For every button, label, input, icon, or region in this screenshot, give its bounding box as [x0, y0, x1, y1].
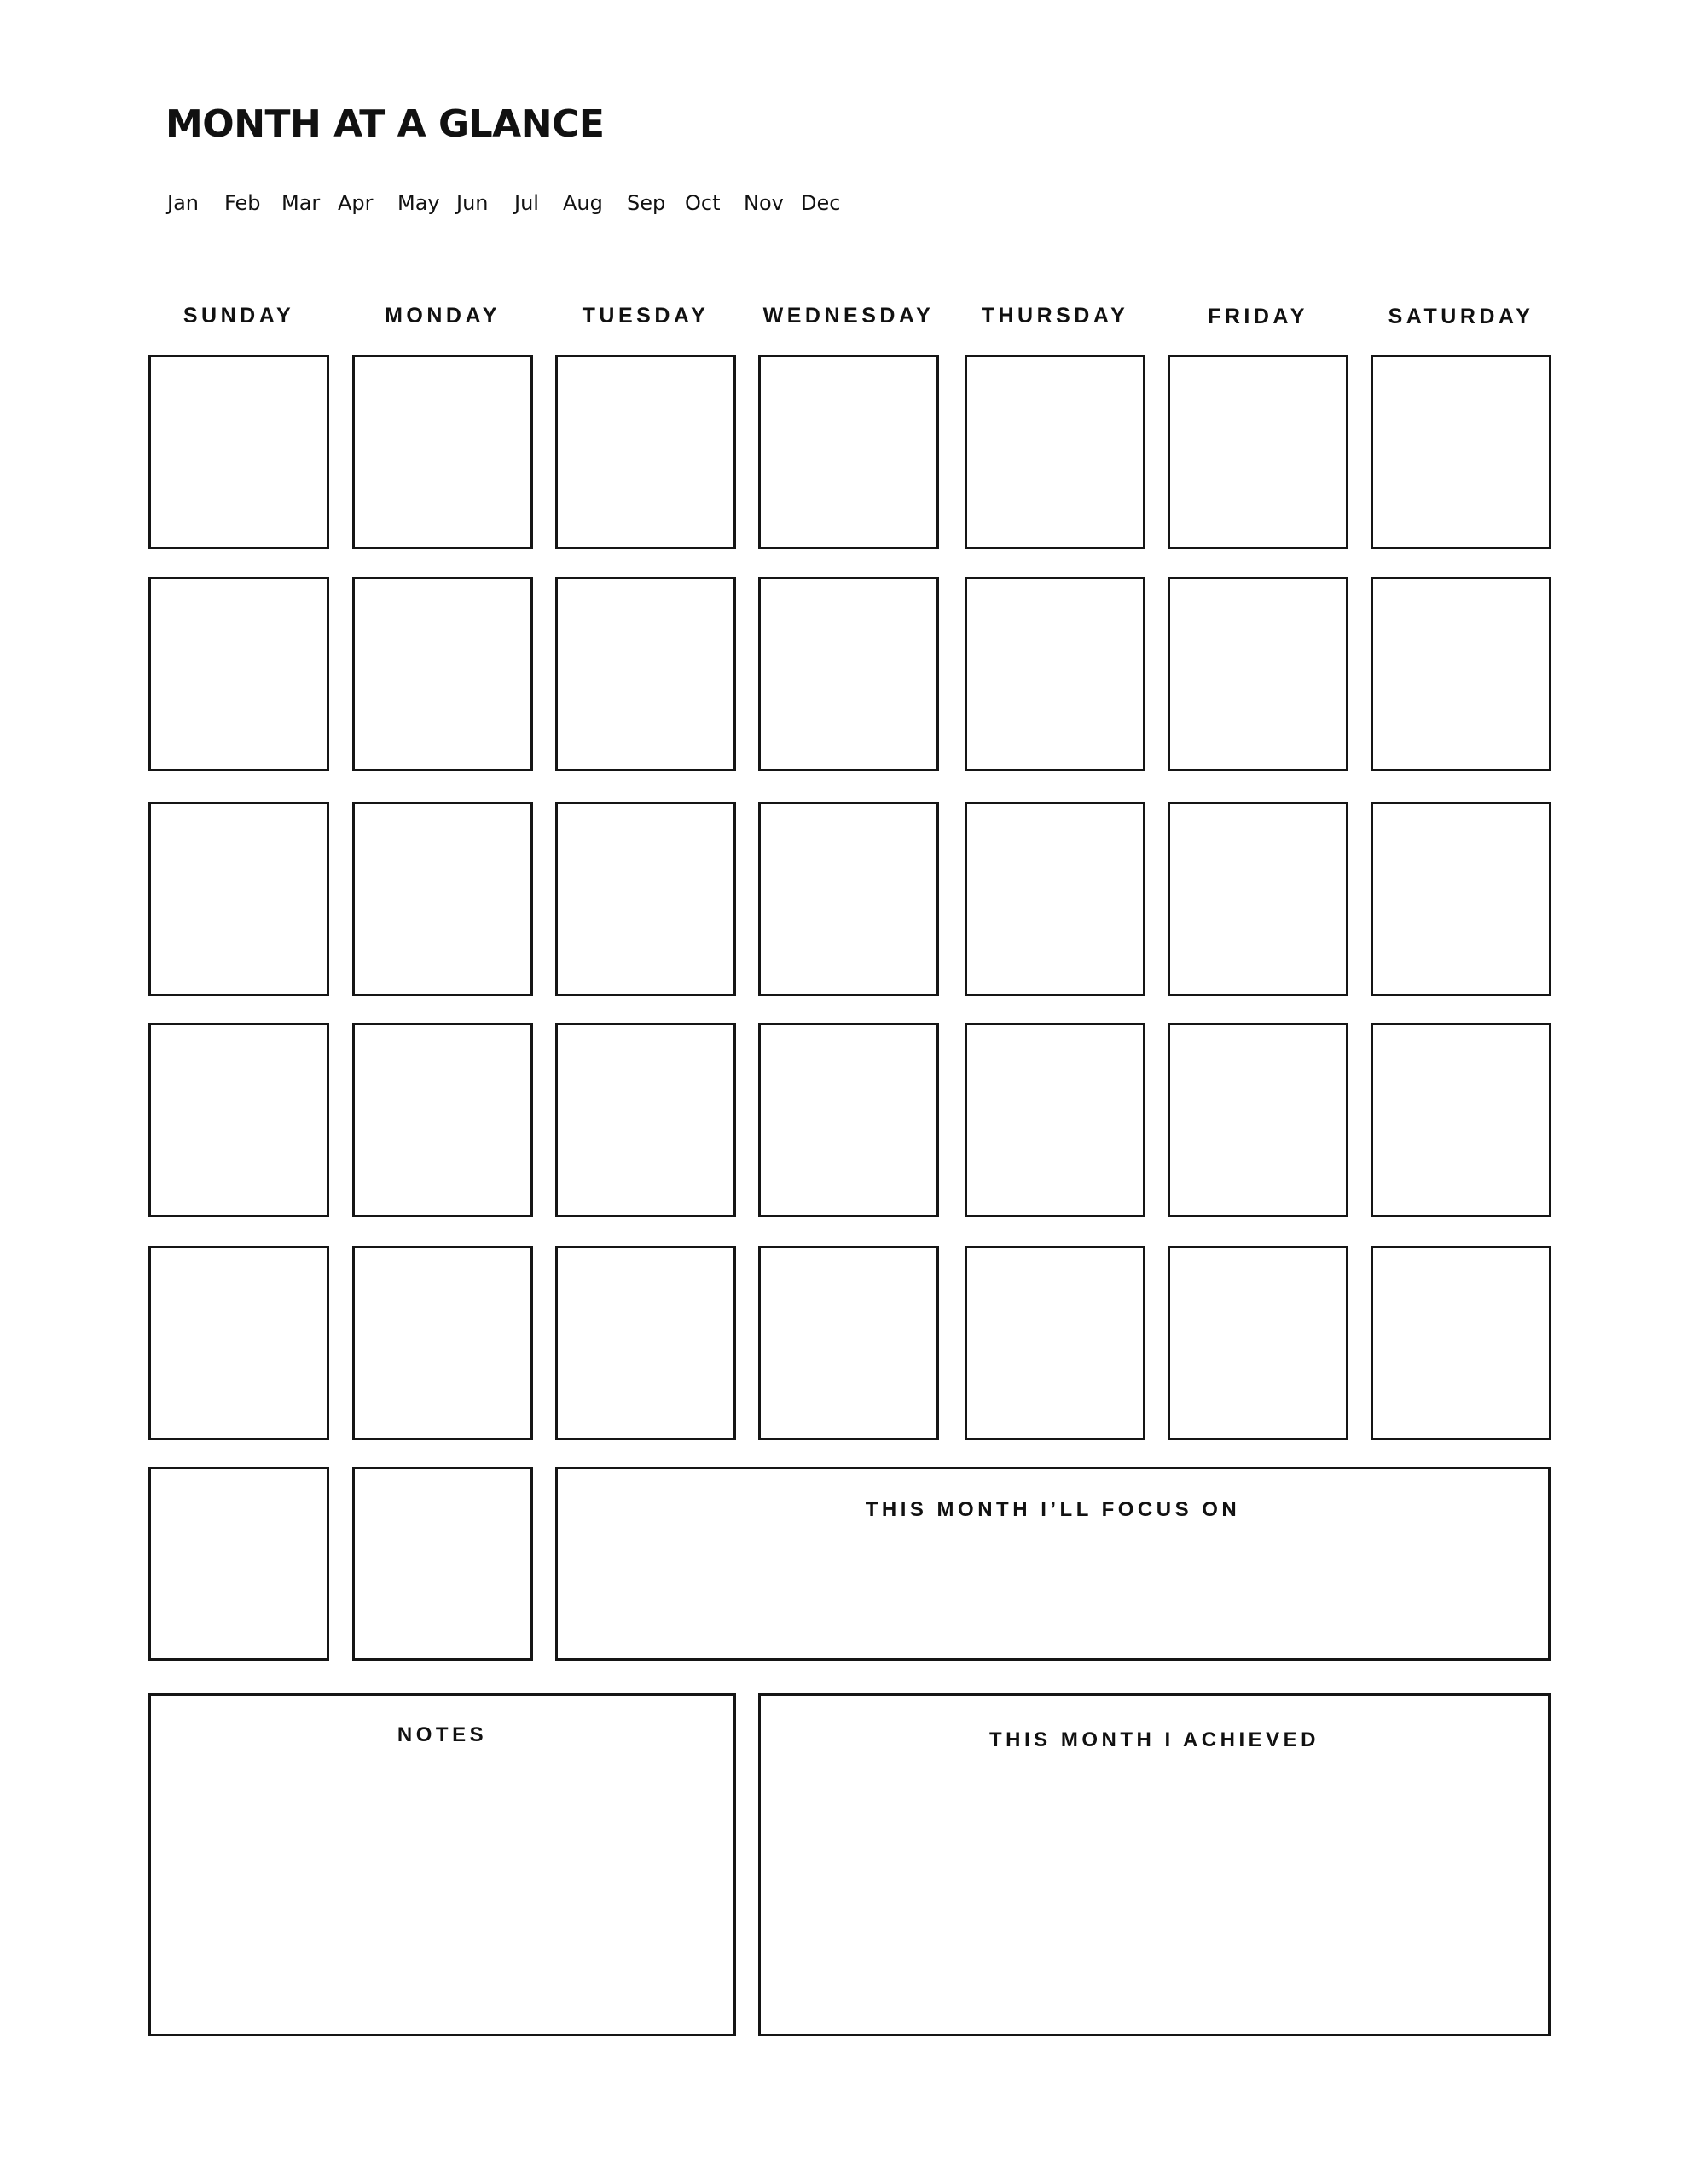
day-cell[interactable]	[555, 355, 736, 549]
day-cell[interactable]	[1168, 355, 1348, 549]
day-cell[interactable]	[148, 577, 329, 771]
day-cell[interactable]	[1371, 1023, 1551, 1217]
day-cell[interactable]	[1168, 1023, 1348, 1217]
day-cell[interactable]	[965, 1246, 1145, 1440]
day-cell[interactable]	[1168, 802, 1348, 996]
month-jul[interactable]: Jul	[514, 191, 539, 215]
weekday-wednesday: WEDNESDAY	[762, 304, 935, 328]
day-cell[interactable]	[758, 1023, 939, 1217]
achieved-panel[interactable]	[758, 1693, 1551, 2036]
month-sep[interactable]: Sep	[627, 191, 666, 215]
weekday-tuesday: TUESDAY	[582, 304, 710, 328]
month-oct[interactable]: Oct	[685, 191, 721, 215]
weekday-saturday: SATURDAY	[1388, 305, 1534, 328]
day-cell[interactable]	[965, 355, 1145, 549]
month-aug[interactable]: Aug	[563, 191, 603, 215]
month-jan[interactable]: Jan	[167, 191, 199, 215]
weekday-friday: FRIDAY	[1208, 305, 1308, 328]
day-cell[interactable]	[1168, 577, 1348, 771]
day-cell[interactable]	[352, 802, 533, 996]
day-cell[interactable]	[352, 1023, 533, 1217]
day-cell[interactable]	[555, 802, 736, 996]
day-cell[interactable]	[1371, 355, 1551, 549]
page-title: MONTH AT A GLANCE	[165, 102, 605, 146]
day-cell[interactable]	[1371, 1246, 1551, 1440]
day-cell[interactable]	[965, 802, 1145, 996]
day-cell[interactable]	[555, 577, 736, 771]
day-cell[interactable]	[148, 1023, 329, 1217]
month-jun[interactable]: Jun	[456, 191, 489, 215]
day-cell[interactable]	[352, 355, 533, 549]
day-cell[interactable]	[148, 802, 329, 996]
day-cell[interactable]	[758, 1246, 939, 1440]
day-cell[interactable]	[148, 1246, 329, 1440]
day-cell[interactable]	[555, 1023, 736, 1217]
day-cell[interactable]	[1168, 1246, 1348, 1440]
day-cell[interactable]	[965, 577, 1145, 771]
day-cell[interactable]	[758, 355, 939, 549]
day-cell[interactable]	[148, 355, 329, 549]
month-feb[interactable]: Feb	[224, 191, 261, 215]
day-cell[interactable]	[148, 1467, 329, 1661]
month-apr[interactable]: Apr	[338, 191, 374, 215]
notes-panel-label: NOTES	[397, 1723, 488, 1746]
weekday-thursday: THURSDAY	[981, 304, 1129, 328]
focus-panel[interactable]	[555, 1467, 1551, 1661]
day-cell[interactable]	[352, 1467, 533, 1661]
achieved-panel-label: THIS MONTH I ACHIEVED	[989, 1728, 1319, 1751]
day-cell[interactable]	[352, 1246, 533, 1440]
day-cell[interactable]	[1371, 802, 1551, 996]
month-may[interactable]: May	[397, 191, 440, 215]
day-cell[interactable]	[965, 1023, 1145, 1217]
day-cell[interactable]	[1371, 577, 1551, 771]
day-cell[interactable]	[758, 802, 939, 996]
focus-panel-label: THIS MONTH I’LL FOCUS ON	[865, 1498, 1241, 1521]
weekday-monday: MONDAY	[385, 304, 501, 328]
notes-panel[interactable]	[148, 1693, 736, 2036]
day-cell[interactable]	[352, 577, 533, 771]
month-dec[interactable]: Dec	[801, 191, 841, 215]
month-mar[interactable]: Mar	[281, 191, 321, 215]
day-cell[interactable]	[555, 1246, 736, 1440]
weekday-sunday: SUNDAY	[183, 304, 295, 328]
day-cell[interactable]	[758, 577, 939, 771]
month-nov[interactable]: Nov	[744, 191, 784, 215]
